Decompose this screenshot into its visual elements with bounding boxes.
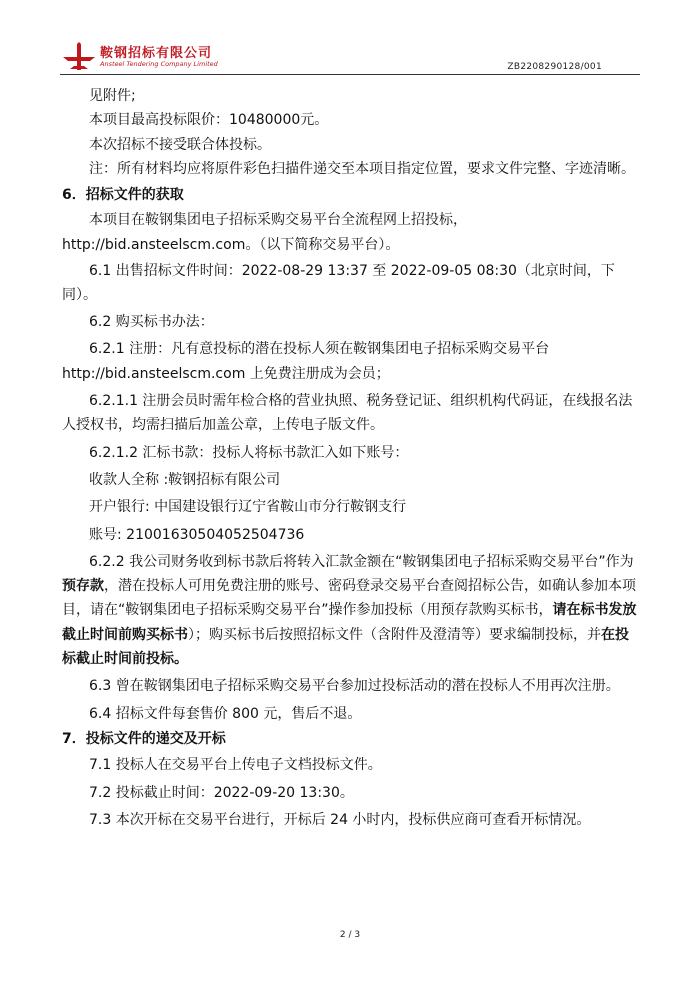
max-price-unit: 元。: [300, 112, 329, 129]
bid-deadline-emphasis: 在投标截止时间前投标。: [62, 626, 629, 668]
section-6-2-1-1: 6.2.1.1 注册会员时需年检合格的营业执照、税务登记证、组织机构代码证，在线报名法人授权书，均需扫描后加盖公章，上传电子版文件。: [62, 393, 633, 434]
section-6-title: 6．招标文件的获取: [62, 186, 184, 203]
purchase-deadline-emphasis: 请在标书发放截止时间前购买标书: [62, 602, 637, 643]
section-7-1: 7.1 投标人在交易平台上传电子文档投标文件。: [89, 757, 382, 774]
company-name-en: Ansteel Tendering Company Limited: [100, 60, 218, 68]
document-number: ZB2208290128/001: [507, 62, 602, 72]
header-divider: [60, 74, 640, 75]
paragraph-note: 注：所有材料均应将原件彩色扫描件递交至本项目指定位置，要求文件完整、字迹清晰。: [89, 160, 635, 177]
section-6-2-1: 6.2.1 注册：凡有意投标的潜在投标人须在鞍钢集团电子招标采购交易平台 http://bid.ansteelscm.com 上免费注册成为会员；: [62, 341, 550, 382]
section-6-2: 6.2 购买标书办法：: [89, 314, 214, 331]
section-6-2-2-text-a: 6.2.2 我公司财务收到标书款后将转入汇款金额在“鞍钢集团电子招标采购交易平台”作为: [89, 553, 634, 570]
max-price-value: 10480000: [229, 112, 301, 129]
prepayment-emphasis: 预存款: [62, 578, 104, 595]
max-price-label: 本项目最高投标限价：: [89, 112, 229, 129]
section-7-2: 7.2 投标截止时间：2022-09-20 13:30。: [89, 784, 354, 801]
section-6-3: 6.3 曾在鞍钢集团电子招标采购交易平台参加过投标活动的潜在投标人不用再次注册。: [89, 678, 620, 695]
section-6-1: 6.1 出售招标文件时间：2022-08-29 13:37 至 2022-09-05 08:30（北京时间，下同）。: [62, 262, 615, 303]
paragraph-no-consortium: 本次招标不接受联合体投标。: [89, 136, 271, 153]
section-6-2-1-2: 6.2.1.2 汇标书款：投标人将标书款汇入如下账号：: [89, 444, 409, 461]
document-body: [62, 84, 640, 832]
company-name-cn: 鞍钢招标有限公司: [100, 46, 213, 61]
section-7-title: 7．投标文件的递交及开标: [62, 731, 226, 748]
paragraph-max-price: [62, 108, 640, 132]
section-6-2-2-text-e: ）；购买标书后按照招标文件（含附件及澄清等）要求编制投标，并: [188, 626, 601, 643]
section-6-intro: 本项目在鞍钢集团电子招标采购交易平台全流程网上招投标，http://bid.ansteelscm.com。（以下简称交易平台）。: [62, 212, 467, 253]
page-number: 2 / 3: [339, 930, 361, 940]
bank-name: 开户银行: 中国建设银行辽宁省鞍山市分行鞍钢支行: [89, 499, 407, 516]
section-7-3: 7.3 本次开标在交易平台进行，开标后 24 小时内，投标供应商可查看开标情况。: [89, 811, 591, 828]
section-6-2-2-text-c: ，潜在投标人可用免费注册的账号、密码登录交易平台查阅招标公告，如确认参加本项目，请在“鞍钢集团电子招标采购交易平台”操作参加投标（用预存款购买标书，: [62, 578, 636, 619]
payee-name: 收款人全称 :鞍钢招标有限公司: [89, 471, 281, 488]
paragraph-attachment: 见附件;: [89, 88, 136, 104]
page-header: [60, 40, 640, 74]
section-6-4: 6.4 招标文件每套售价 800 元，售后不退。: [89, 705, 362, 722]
airplane-logo-icon: [62, 42, 96, 72]
account-number: 账号: 21001630504052504736: [89, 526, 305, 543]
section-6-2-2: [62, 550, 640, 671]
